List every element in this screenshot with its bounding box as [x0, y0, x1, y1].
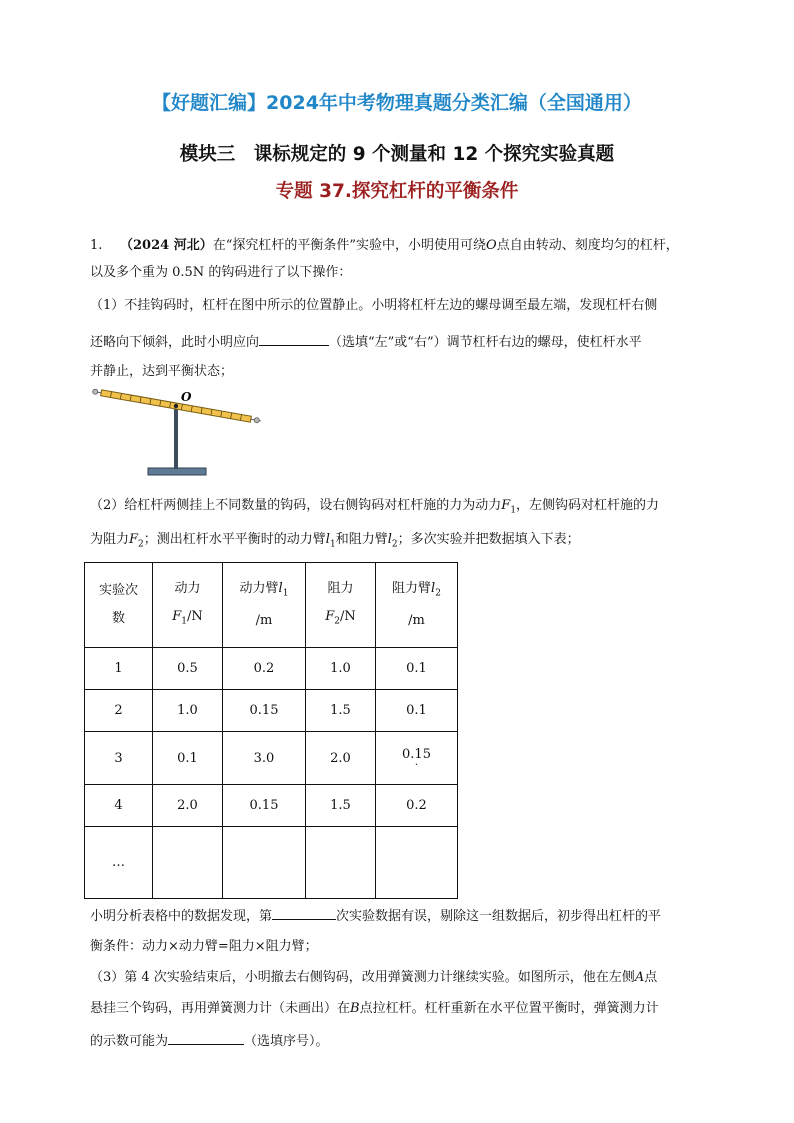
- part1-line1: （1）不挂钩码时，杠杆在图中所示的位置静止。小明将杠杆左边的螺母调至最左端，发现杠杆右侧: [90, 298, 658, 313]
- table-cell: 2.0: [153, 785, 223, 827]
- part3-text-b: 点: [644, 970, 658, 985]
- question-source: （2024 河北）: [120, 238, 213, 253]
- table-cell: [376, 827, 458, 899]
- symbol-l1: l: [325, 532, 330, 547]
- table-cell: 0.5: [153, 648, 223, 690]
- header-trial: 实验次 数: [85, 563, 153, 648]
- analysis-line1: [90, 905, 710, 927]
- pivot-label: O: [486, 238, 497, 253]
- table-row: [85, 827, 458, 899]
- experiment-data-table: [84, 562, 458, 899]
- table-row: [85, 785, 458, 827]
- table-row: [85, 690, 458, 732]
- collection-title: 【好题汇编】2024年中考物理真题分类汇编（全国通用）: [152, 92, 642, 114]
- answer-blank-1[interactable]: [259, 331, 329, 346]
- analysis-text-a: 小明分析表格中的数据发现，第: [90, 909, 273, 924]
- part1-text-b: （选填“左”或“右”）调节杠杆右边的螺母，使杠杆水平: [329, 335, 642, 350]
- part1-line2: [90, 331, 710, 353]
- part2-line2: [90, 530, 710, 555]
- question-intro-line2: 以及多个重为 0.5N 的钩码进行了以下操作：: [90, 265, 352, 280]
- table-cell: 3: [85, 732, 153, 785]
- question-intro-line1: [90, 236, 710, 256]
- point-b-label: B: [350, 1001, 360, 1016]
- lever-stand-base: [148, 468, 206, 475]
- table-cell: 0.15: [223, 690, 306, 732]
- part2-text-d: ；测出杠杆水平平衡时的动力臂: [143, 532, 326, 547]
- symbol-l2: l: [387, 532, 392, 547]
- analysis-line2: 衡条件：动力×动力臂=阻力×阻力臂；: [90, 939, 318, 954]
- table-cell: 0.15: [223, 785, 306, 827]
- part3-line1: [90, 968, 710, 988]
- part2-text-b: ，左侧钩码对杠杆施的力: [516, 498, 660, 513]
- intro-text-b: 点自由转动、刻度均匀的杠杆，: [496, 238, 679, 253]
- header-load-arm: 阻力臂$l_2$ /m: [376, 563, 458, 648]
- table-cell: 0.1: [376, 648, 458, 690]
- table-row: [85, 648, 458, 690]
- symbol-f2: F: [129, 532, 139, 547]
- table-cell: 1: [85, 648, 153, 690]
- part2-text-e: 和阻力臂: [335, 532, 388, 547]
- part3-text-a: （3）第 4 次实验结束后，小明撤去右侧钩码，改用弹簧测力计继续实验。如图所示，他在左侧: [90, 970, 635, 985]
- table-cell: 2: [85, 690, 153, 732]
- left-nut-icon: [92, 389, 98, 395]
- table-cell: [306, 827, 376, 899]
- point-a-label: A: [634, 970, 645, 985]
- pivot-point: [174, 404, 178, 408]
- table-cell: 1.5: [306, 690, 376, 732]
- part3-text-c: 悬挂三个钩码，再用弹簧测力计（未画出）在: [90, 1001, 351, 1016]
- table-cell: [223, 827, 306, 899]
- part3-text-e: 的示数可能为: [90, 1034, 169, 1049]
- part1-text-a: 还略向下倾斜，此时小明应向: [90, 335, 260, 350]
- answer-blank-3[interactable]: [168, 1030, 244, 1045]
- table-cell: 0.2: [376, 785, 458, 827]
- table-cell: 4: [85, 785, 153, 827]
- lever-figure: [90, 388, 270, 484]
- symbol-f1: F: [501, 498, 511, 513]
- header-effort: 动力 $F_1/N$: [153, 563, 223, 648]
- pivot-label-o: O: [181, 390, 192, 404]
- symbol-l1-sub: 1: [329, 539, 336, 550]
- module-title: 模块三 课标规定的 9 个测量和 12 个探究实验真题: [179, 144, 615, 165]
- part1-line3: 并静止，达到平衡状态；: [90, 364, 234, 379]
- table-header-row: [85, 563, 458, 648]
- part2-text-a: （2）给杠杆两侧挂上不同数量的钩码，设右侧钩码对杠杆施的力为动力: [90, 498, 502, 513]
- header-effort-arm: 动力臂$l_1$ /m: [223, 563, 306, 648]
- symbol-f2-sub: 2: [138, 539, 144, 550]
- answer-blank-2[interactable]: [272, 905, 336, 920]
- right-nut-icon: [254, 417, 260, 423]
- table-cell: 1.0: [306, 648, 376, 690]
- table-cell: …: [85, 827, 153, 899]
- table-cell: 2.0: [306, 732, 376, 785]
- analysis-text-b: 次实验数据有误，剔除这一组数据后，初步得出杠杆的平: [336, 909, 662, 924]
- part2-line1: [90, 496, 710, 521]
- table-cell: 1.5: [306, 785, 376, 827]
- part2-text-c: 为阻力: [90, 532, 130, 547]
- table-row: 3 0.1 3.0 2.0 0.15 ·: [85, 732, 458, 785]
- question-number: 1.: [90, 238, 103, 253]
- table-cell: 0.2: [223, 648, 306, 690]
- table-cell: 0.1: [153, 732, 223, 785]
- header-load: 阻力 $F_2/N$: [306, 563, 376, 648]
- part3-line3: [90, 1030, 710, 1052]
- table-cell: 1.0: [153, 690, 223, 732]
- table-cell: 3.0: [223, 732, 306, 785]
- table-cell: 0.1: [376, 690, 458, 732]
- topic-title: 专题 37.探究杠杆的平衡条件: [275, 181, 519, 202]
- part3-line2: [90, 999, 710, 1019]
- symbol-l2-sub: 2: [391, 539, 398, 550]
- part2-text-f: ；多次实验并把数据填入下表；: [397, 532, 580, 547]
- part3-text-d: 点拉杠杆。杠杆重新在水平位置平衡时，弹簧测力计: [359, 1001, 659, 1016]
- part3-text-f: （选填序号）。: [244, 1034, 329, 1049]
- intro-text: 在“探究杠杆的平衡条件”实验中，小明使用可绕: [212, 238, 487, 253]
- symbol-f1-sub: 1: [510, 505, 517, 516]
- table-cell: [153, 827, 223, 899]
- lever-stand-pole: [174, 404, 178, 469]
